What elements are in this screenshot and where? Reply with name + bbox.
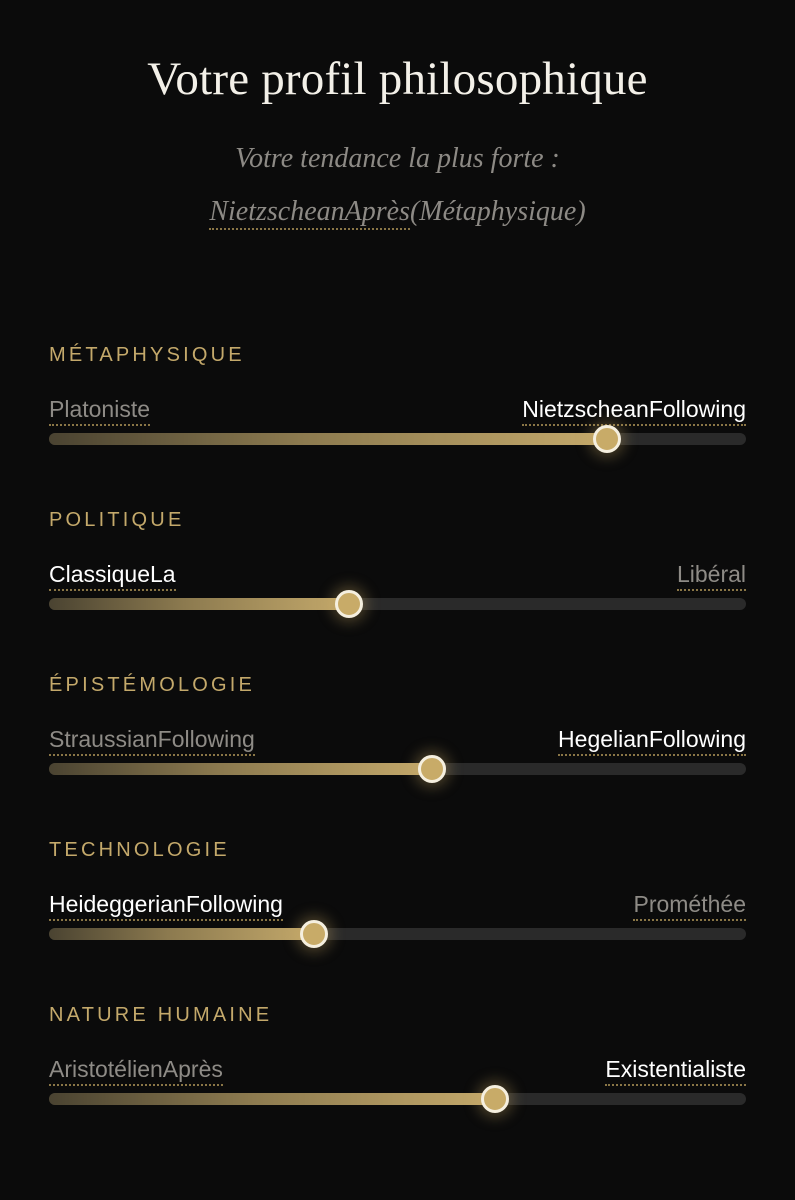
axis-nature-humaine [49,1004,746,1124]
axis-right-pole[interactable]: Prométhée [633,891,746,921]
axis-slider-fill [49,598,349,610]
strongest-tendency [0,196,795,228]
axis-slider-handle[interactable] [481,1085,509,1113]
axis-name: POLITIQUE [49,509,185,531]
axis-left-pole[interactable]: Platoniste [49,396,150,426]
axis-slider-handle[interactable] [335,590,363,618]
axis-left-pole[interactable]: ClassiqueLa [49,561,176,591]
axis-technologie [49,839,746,959]
axis-name: ÉPISTÉMOLOGIE [49,674,256,696]
axis-left-pole[interactable]: HeideggerianFollowing [49,891,283,921]
axis-right-pole[interactable]: HegelianFollowing [558,726,746,756]
axis-slider-fill [49,763,432,775]
axis-left-pole[interactable]: StraussianFollowing [49,726,255,756]
axis-metaphysique [49,344,746,464]
axis-slider-fill [49,433,607,445]
axis-name: MÉTAPHYSIQUE [49,344,245,366]
strongest-tendency-axis: (Métaphysique) [409,196,586,227]
axis-left-pole[interactable]: AristotélienAprès [49,1056,223,1086]
axis-right-pole[interactable]: Existentialiste [605,1056,746,1086]
axis-slider-track[interactable] [49,433,746,445]
axis-slider-handle[interactable] [418,755,446,783]
axis-slider-handle[interactable] [300,920,328,948]
axis-slider-track[interactable] [49,763,746,775]
strongest-tendency-pole[interactable]: NietzscheanAprès [209,196,410,230]
axis-slider-fill [49,928,314,940]
strongest-tendency-caption: Votre tendance la plus forte : [235,143,560,174]
axis-slider-fill [49,1093,495,1105]
page-title: Votre profil philosophique [147,53,648,105]
axis-slider-track[interactable] [49,1093,746,1105]
axis-slider-handle[interactable] [593,425,621,453]
axis-right-pole[interactable]: NietzscheanFollowing [522,396,746,426]
axis-name: TECHNOLOGIE [49,839,230,861]
axis-politique [49,509,746,629]
axis-name: NATURE HUMAINE [49,1004,273,1026]
axis-slider-track[interactable] [49,928,746,940]
axis-right-pole[interactable]: Libéral [677,561,746,591]
axis-slider-track[interactable] [49,598,746,610]
axis-epistemologie [49,674,746,794]
